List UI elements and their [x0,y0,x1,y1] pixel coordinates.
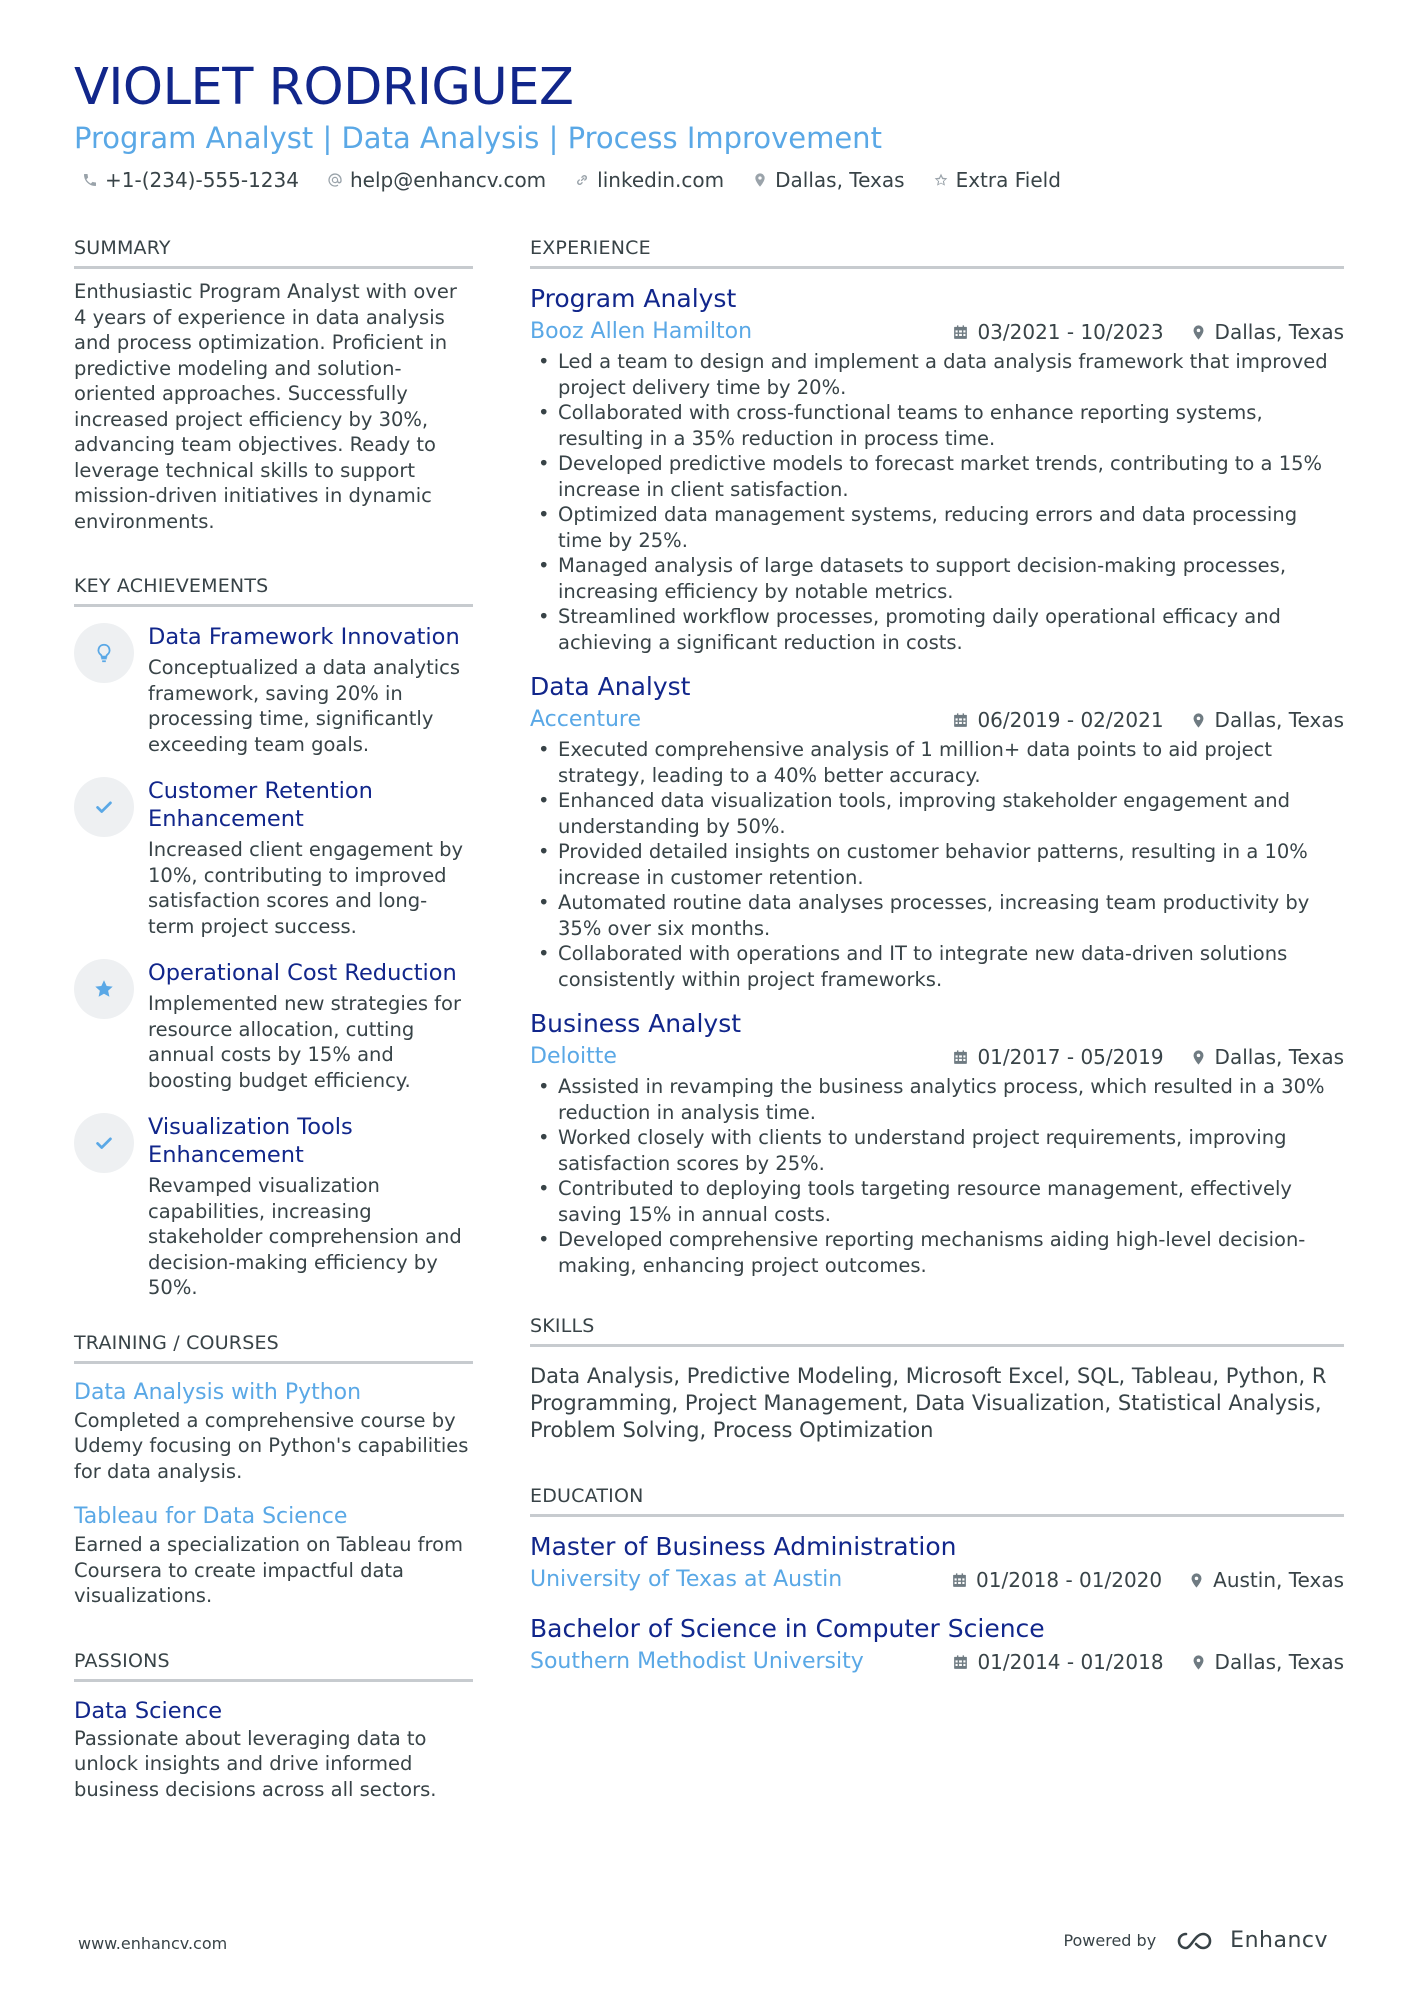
footer-website[interactable]: www.enhancv.com [78,1934,228,1953]
job-bullet: • Assisted in revamping the business analytics process, which resulted in a 30% reduction in analysis time. [530,1074,1344,1125]
check-icon [93,796,115,818]
course-item [74,1502,473,1609]
achievements-section [74,574,473,1301]
phone-icon [82,172,98,188]
job-location: Dallas, Texas [1214,1045,1344,1069]
job-title: Program Analyst [530,284,737,313]
infinity-logo-icon [1174,1929,1220,1953]
skills-list: Data Analysis, Predictive Modeling, Microsoft Excel, SQL, Tableau, Python, R Programming, Project Management, Data Visualization, Statistical Analysis, Problem Solving, Process Optimization [530,1364,1327,1442]
map-pin-icon [1190,712,1207,729]
skills-heading: SKILLS [530,1314,1344,1347]
achievement-item [74,959,473,1093]
extra-field-text: Extra Field [955,168,1061,192]
calendar-icon [952,712,969,729]
job-bullet: • Worked closely with clients to understand project requirements, improving satisfaction scores by 25%. [530,1125,1344,1176]
training-section [74,1331,473,1609]
job-bullet: • Optimized data management systems, reducing errors and data processing time by 25%. [530,502,1344,553]
resume-page [74,58,1344,1801]
experience-section [530,236,1344,1278]
left-column [74,236,473,1802]
calendar-icon [952,1049,969,1066]
job-bullets [530,1074,1344,1278]
course-desc: Earned a specialization on Tableau from Coursera to create impactful data visualizations. [74,1533,464,1607]
achievement-title: Data Framework Innovation [148,624,460,650]
education-entry [530,1531,1344,1595]
job-location: Dallas, Texas [1214,320,1344,344]
achievement-desc: Revamped visualization capabilities, increasing stakeholder comprehension and decision-making efficiency by 50%. [148,1174,462,1299]
education-dates: 01/2014 - 01/2018 [977,1650,1164,1674]
job-location: Dallas, Texas [1214,708,1344,732]
job-bullet: • Streamlined workflow processes, promoting daily operational efficacy and achieving a significant reduction in costs. [530,604,1344,655]
achievement-icon-badge [74,959,134,1019]
job-bullet: • Developed predictive models to forecast market trends, contributing to a 15% increase in client satisfaction. [530,451,1344,502]
achievement-desc: Conceptualized a data analytics framework, saving 20% in processing time, significantly exceeding team goals. [148,656,461,756]
job-bullet: • Executed comprehensive analysis of 1 million+ data points to aid project strategy, leading to a 40% better accuracy. [530,737,1344,788]
summary-text: Enthusiastic Program Analyst with over 4 years of experience in data analysis and process optimization. Proficient in predictive modeling and solution-oriented approaches. Successfully increased project efficiency by 30%, advancing team objectives. Ready to leverage technical skills to support mission-driven initiatives in dynamic environments. [74,280,457,533]
location-text: Dallas, Texas [775,168,905,192]
job-entry [530,1008,1344,1278]
right-column [530,236,1344,1677]
job-bullet: • Managed analysis of large datasets to support decision-making processes, increasing efficiency by notable metrics. [530,553,1344,604]
calendar-icon [951,1572,968,1589]
job-bullets [530,349,1344,655]
star-outline-icon [933,172,949,188]
education-heading: EDUCATION [530,1484,1344,1517]
contact-linkedin[interactable] [574,168,724,192]
job-bullet: • Developed comprehensive reporting mechanisms aiding high-level decision-making, enhancing project outcomes. [530,1227,1344,1278]
contact-phone[interactable] [82,168,299,192]
lightbulb-icon [93,642,115,664]
degree-title: Master of Business Administration [530,1532,957,1561]
map-pin-icon [1190,324,1207,341]
passions-heading: PASSIONS [74,1649,473,1682]
achievement-item [74,623,473,757]
candidate-name: VIOLET RODRIGUEZ [74,58,574,117]
achievement-icon-badge [74,777,134,837]
enhancv-logo[interactable] [1174,1928,1328,1953]
passions-section [74,1649,473,1803]
summary-heading: SUMMARY [74,236,473,269]
skills-section [530,1314,1344,1444]
company-name: Accenture [530,707,641,732]
job-bullet: • Led a team to design and implement a data analysis framework that improved project delivery time by 20%. [530,349,1344,400]
job-bullet: • Collaborated with cross-functional teams to enhance reporting systems, resulting in a 35% reduction in process time. [530,400,1344,451]
headline: Program Analyst | Data Analysis | Process Improvement [74,121,882,155]
training-heading: TRAINING / COURSES [74,1331,473,1364]
achievement-desc: Increased client engagement by 10%, contributing to improved satisfaction scores and long-term project success. [148,838,464,938]
check-icon [93,1132,115,1154]
achievement-title: Customer Retention Enhancement [148,778,373,832]
experience-heading: EXPERIENCE [530,236,1344,269]
job-bullet: • Contributed to deploying tools targeting resource management, effectively saving 15% in annual costs. [530,1176,1344,1227]
course-title: Tableau for Data Science [74,1504,348,1529]
summary-section [74,236,473,534]
job-dates: 03/2021 - 10/2023 [977,320,1164,344]
passion-title: Data Science [74,1697,223,1724]
degree-title: Bachelor of Science in Computer Science [530,1614,1045,1643]
school-name: University of Texas at Austin [530,1567,843,1592]
email-text: help@enhancv.com [349,168,547,192]
contact-bar [74,168,1344,192]
job-title: Data Analyst [530,672,691,701]
education-section [530,1484,1344,1677]
powered-by-label: Powered by [1063,1931,1157,1950]
education-location: Dallas, Texas [1214,1650,1344,1674]
map-pin-icon [752,172,768,188]
link-icon [574,172,590,188]
job-title: Business Analyst [530,1009,742,1038]
linkedin-text: linkedin.com [597,168,725,192]
achievement-item [74,1113,473,1301]
achievement-icon-badge [74,1113,134,1173]
job-dates: 06/2019 - 02/2021 [977,708,1164,732]
job-bullet: • Collaborated with operations and IT to integrate new data-driven solutions consistently within project frameworks. [530,941,1344,992]
job-dates: 01/2017 - 05/2019 [977,1045,1164,1069]
contact-location [752,168,904,192]
achievements-heading: KEY ACHIEVEMENTS [74,574,473,607]
map-pin-icon [1188,1572,1205,1589]
star-icon [93,978,115,1000]
job-bullets [530,737,1344,992]
education-location: Austin, Texas [1213,1568,1344,1592]
achievement-icon-badge [74,623,134,683]
achievement-title: Operational Cost Reduction [148,960,457,986]
course-item [74,1378,473,1485]
course-desc: Completed a comprehensive course by Udemy focusing on Python's capabilities for data analysis. [74,1408,469,1483]
company-name: Deloitte [530,1044,617,1069]
map-pin-icon [1190,1049,1207,1066]
education-entry [530,1613,1344,1677]
course-title: Data Analysis with Python [74,1379,362,1405]
phone-text: +1-(234)-555-1234 [105,168,299,192]
contact-extra [933,168,1061,192]
brand-name: Enhancv [1230,1928,1328,1953]
calendar-icon [952,324,969,341]
at-icon [327,172,343,188]
job-bullet: • Enhanced data visualization tools, improving stakeholder engagement and understanding by 50%. [530,788,1344,839]
company-name: Booz Allen Hamilton [530,319,753,344]
achievement-desc: Implemented new strategies for resource allocation, cutting annual costs by 15% and boosting budget efficiency. [148,992,461,1092]
passion-desc: Passionate about leveraging data to unlock insights and drive informed business decisions across all sectors. [74,1726,437,1801]
job-entry [530,671,1344,992]
job-bullet: • Automated routine data analyses processes, increasing team productivity by 35% over six months. [530,890,1344,941]
school-name: Southern Methodist University [530,1649,864,1674]
achievement-item [74,777,473,939]
job-bullet: • Provided detailed insights on customer behavior patterns, resulting in a 10% increase in customer retention. [530,839,1344,890]
contact-email[interactable] [327,168,546,192]
map-pin-icon [1190,1654,1207,1671]
job-entry [530,283,1344,655]
achievement-title: Visualization Tools Enhancement [148,1114,353,1168]
education-dates: 01/2018 - 01/2020 [976,1568,1163,1592]
calendar-icon [952,1654,969,1671]
